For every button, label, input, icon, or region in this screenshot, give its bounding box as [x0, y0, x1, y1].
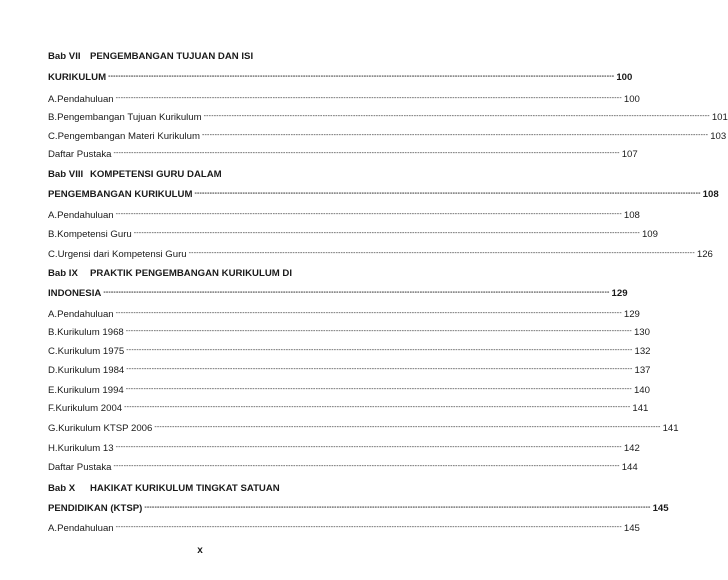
toc-entry-title: Pendahuluan	[57, 523, 114, 534]
toc-entry-title: Pengembangan Tujuan Kurikulum	[57, 112, 202, 123]
toc-entry-page: 142	[623, 443, 640, 454]
toc-entry-page: 137	[634, 365, 651, 376]
toc-entry-title: HAKIKAT KURIKULUM TINGKAT SATUAN	[90, 483, 280, 494]
toc-entry[interactable]	[48, 459, 638, 473]
toc-entry[interactable]	[48, 285, 628, 299]
toc-leader-dots: --------------------------------------------------------------------------------------------------------------------------------------------------------------------------------------------------------	[125, 386, 632, 393]
toc-leader-dots: --------------------------------------------------------------------------------------------------------------------------------------------------------------------------------------------------------	[194, 190, 701, 197]
toc-entry-title: Kurikulum KTSP 2006	[58, 423, 153, 434]
toc-leader-dots: --------------------------------------------------------------------------------------------------------------------------------------------------------------------------------------------------------	[125, 328, 632, 335]
toc-entry-title: Pendahuluan	[57, 309, 114, 320]
toc-entry-title: Daftar Pustaka	[48, 149, 112, 160]
toc-entry-label: C.	[48, 346, 58, 357]
toc-entry-label: E.	[48, 385, 58, 396]
toc-entry-title: Kurikulum 1968	[57, 327, 124, 338]
toc-entry-label: H.	[48, 443, 58, 454]
toc-entry-title: INDONESIA	[48, 288, 102, 299]
toc-leader-dots: --------------------------------------------------------------------------------------------------------------------------------------------------------------------------------------------------------	[115, 95, 622, 102]
toc-entry-page: 130	[633, 327, 650, 338]
toc-leader-dots: --------------------------------------------------------------------------------------------------------------------------------------------------------------------------------------------------------	[203, 113, 710, 120]
toc-entry[interactable]	[48, 186, 719, 200]
toc-entry[interactable]	[48, 109, 728, 123]
toc-entry-title: Kurikulum 1994	[57, 385, 124, 396]
toc-leader-dots: --------------------------------------------------------------------------------------------------------------------------------------------------------------------------------------------------------	[115, 310, 622, 317]
toc-entry[interactable]	[48, 265, 346, 279]
toc-entry-label: A.	[48, 210, 58, 221]
toc-entry-title: PRAKTIK PENGEMBANGAN KURIKULUM DI	[90, 268, 292, 279]
toc-entry-page: 140	[633, 385, 650, 396]
toc-entry-label: D.	[48, 365, 58, 376]
toc-entry-label: B.	[48, 229, 58, 240]
toc-entry-page: 108	[623, 210, 640, 221]
toc-entry[interactable]	[48, 48, 346, 62]
toc-leader-dots: --------------------------------------------------------------------------------------------------------------------------------------------------------------------------------------------------------	[115, 211, 622, 218]
toc-entry-page: 100	[623, 94, 640, 105]
toc-leader-dots: --------------------------------------------------------------------------------------------------------------------------------------------------------------------------------------------------------	[154, 424, 661, 431]
toc-entry[interactable]	[48, 166, 346, 180]
toc-entry-title: Pendahuluan	[57, 94, 114, 105]
toc-entry[interactable]	[48, 69, 633, 83]
toc-entry[interactable]	[48, 91, 640, 105]
toc-leader-dots: --------------------------------------------------------------------------------------------------------------------------------------------------------------------------------------------------------	[133, 230, 640, 237]
toc-entry-title: Kurikulum 1975	[57, 346, 125, 357]
toc-entry-page: 108	[702, 189, 719, 200]
toc-leader-dots: --------------------------------------------------------------------------------------------------------------------------------------------------------------------------------------------------------	[115, 524, 622, 531]
toc-entry-label: Bab VIII	[48, 169, 84, 180]
toc-entry-label: B.	[48, 327, 58, 338]
toc-entry-title: PENGEMBANGAN KURIKULUM	[48, 189, 193, 200]
toc-leader-dots: --------------------------------------------------------------------------------------------------------------------------------------------------------------------------------------------------------	[126, 347, 633, 354]
toc-entry-page: 126	[696, 249, 713, 260]
toc-entry-label: Bab X	[48, 483, 76, 494]
toc-entry-title: PENDIDIKAN (KTSP)	[48, 503, 143, 514]
toc-leader-dots: --------------------------------------------------------------------------------------------------------------------------------------------------------------------------------------------------------	[115, 444, 622, 451]
toc-leader-dots: --------------------------------------------------------------------------------------------------------------------------------------------------------------------------------------------------------	[108, 73, 615, 80]
toc-leader-dots: --------------------------------------------------------------------------------------------------------------------------------------------------------------------------------------------------------	[144, 504, 651, 511]
toc-entry[interactable]	[48, 420, 679, 434]
toc-entry[interactable]	[48, 306, 640, 320]
toc-entry-page: 141	[662, 423, 679, 434]
toc-entry-title: Kompetensi Guru	[57, 229, 132, 240]
toc-entry-title: Kurikulum 1984	[57, 365, 125, 376]
toc-entry[interactable]	[48, 246, 713, 260]
toc-entry-label: B.	[48, 112, 58, 123]
toc-entry-page: 145	[623, 523, 640, 534]
toc-entry-title: Kurikulum 2004	[55, 403, 123, 414]
toc-entry-page: 103	[710, 131, 727, 142]
toc-leader-dots: --------------------------------------------------------------------------------------------------------------------------------------------------------------------------------------------------------	[126, 366, 633, 373]
toc-entry-title: KOMPETENSI GURU DALAM	[90, 169, 222, 180]
toc-entry-label: A.	[48, 94, 58, 105]
toc-entry-label: G.	[48, 423, 59, 434]
toc-entry-title: Kurikulum 13	[57, 443, 114, 454]
toc-entry-label: Bab IX	[48, 268, 78, 279]
toc-entry-title: Daftar Pustaka	[48, 462, 112, 473]
toc-entry-page: 144	[621, 462, 638, 473]
toc-entry[interactable]	[48, 362, 651, 376]
toc-entry-page: 141	[632, 403, 649, 414]
toc-leader-dots: --------------------------------------------------------------------------------------------------------------------------------------------------------------------------------------------------------	[188, 250, 695, 257]
toc-entry-page: 100	[616, 72, 633, 83]
toc-entry-title: Pendahuluan	[57, 210, 114, 221]
toc-entry-page: 107	[621, 149, 638, 160]
page-number: x	[197, 545, 203, 556]
toc-entry[interactable]	[48, 440, 640, 454]
toc-entry-label: Bab VII	[48, 51, 81, 62]
toc-entry[interactable]	[48, 207, 640, 221]
toc-entry-page: 101	[711, 112, 728, 123]
toc-entry-page: 132	[634, 346, 651, 357]
toc-entry[interactable]	[48, 500, 669, 514]
toc-entry-title: PENGEMBANGAN TUJUAN DAN ISI	[90, 51, 254, 62]
toc-entry-title: Urgensi dari Kompetensi Guru	[57, 249, 187, 260]
toc-leader-dots: --------------------------------------------------------------------------------------------------------------------------------------------------------------------------------------------------------	[124, 404, 631, 411]
toc-leader-dots: --------------------------------------------------------------------------------------------------------------------------------------------------------------------------------------------------------	[113, 463, 620, 470]
toc-entry[interactable]	[48, 343, 651, 357]
toc-leader-dots: --------------------------------------------------------------------------------------------------------------------------------------------------------------------------------------------------------	[201, 132, 709, 139]
toc-entry[interactable]	[48, 382, 650, 396]
toc-entry[interactable]	[48, 480, 346, 494]
toc-entry[interactable]	[48, 520, 640, 534]
toc-entry-page: 129	[623, 309, 640, 320]
toc-entry-title: Pengembangan Materi Kurikulum	[57, 131, 200, 142]
toc-entry-label: A.	[48, 309, 58, 320]
toc-entry-label: C.	[48, 131, 58, 142]
toc-leader-dots: --------------------------------------------------------------------------------------------------------------------------------------------------------------------------------------------------------	[113, 150, 620, 157]
toc-entry[interactable]	[48, 226, 658, 240]
toc-leader-dots: --------------------------------------------------------------------------------------------------------------------------------------------------------------------------------------------------------	[103, 289, 610, 296]
toc-entry-page: 129	[611, 288, 628, 299]
toc-entry-page: 109	[641, 229, 658, 240]
toc-entry[interactable]	[48, 128, 727, 142]
toc-entry-label: C.	[48, 249, 58, 260]
toc-entry[interactable]	[48, 400, 649, 414]
toc-entry-title: KURIKULUM	[48, 72, 107, 83]
toc-entry-page: 145	[652, 503, 669, 514]
toc-entry[interactable]	[48, 146, 638, 160]
toc-entry-label: F.	[48, 403, 56, 414]
toc-entry[interactable]	[48, 324, 650, 338]
toc-entry-label: A.	[48, 523, 58, 534]
